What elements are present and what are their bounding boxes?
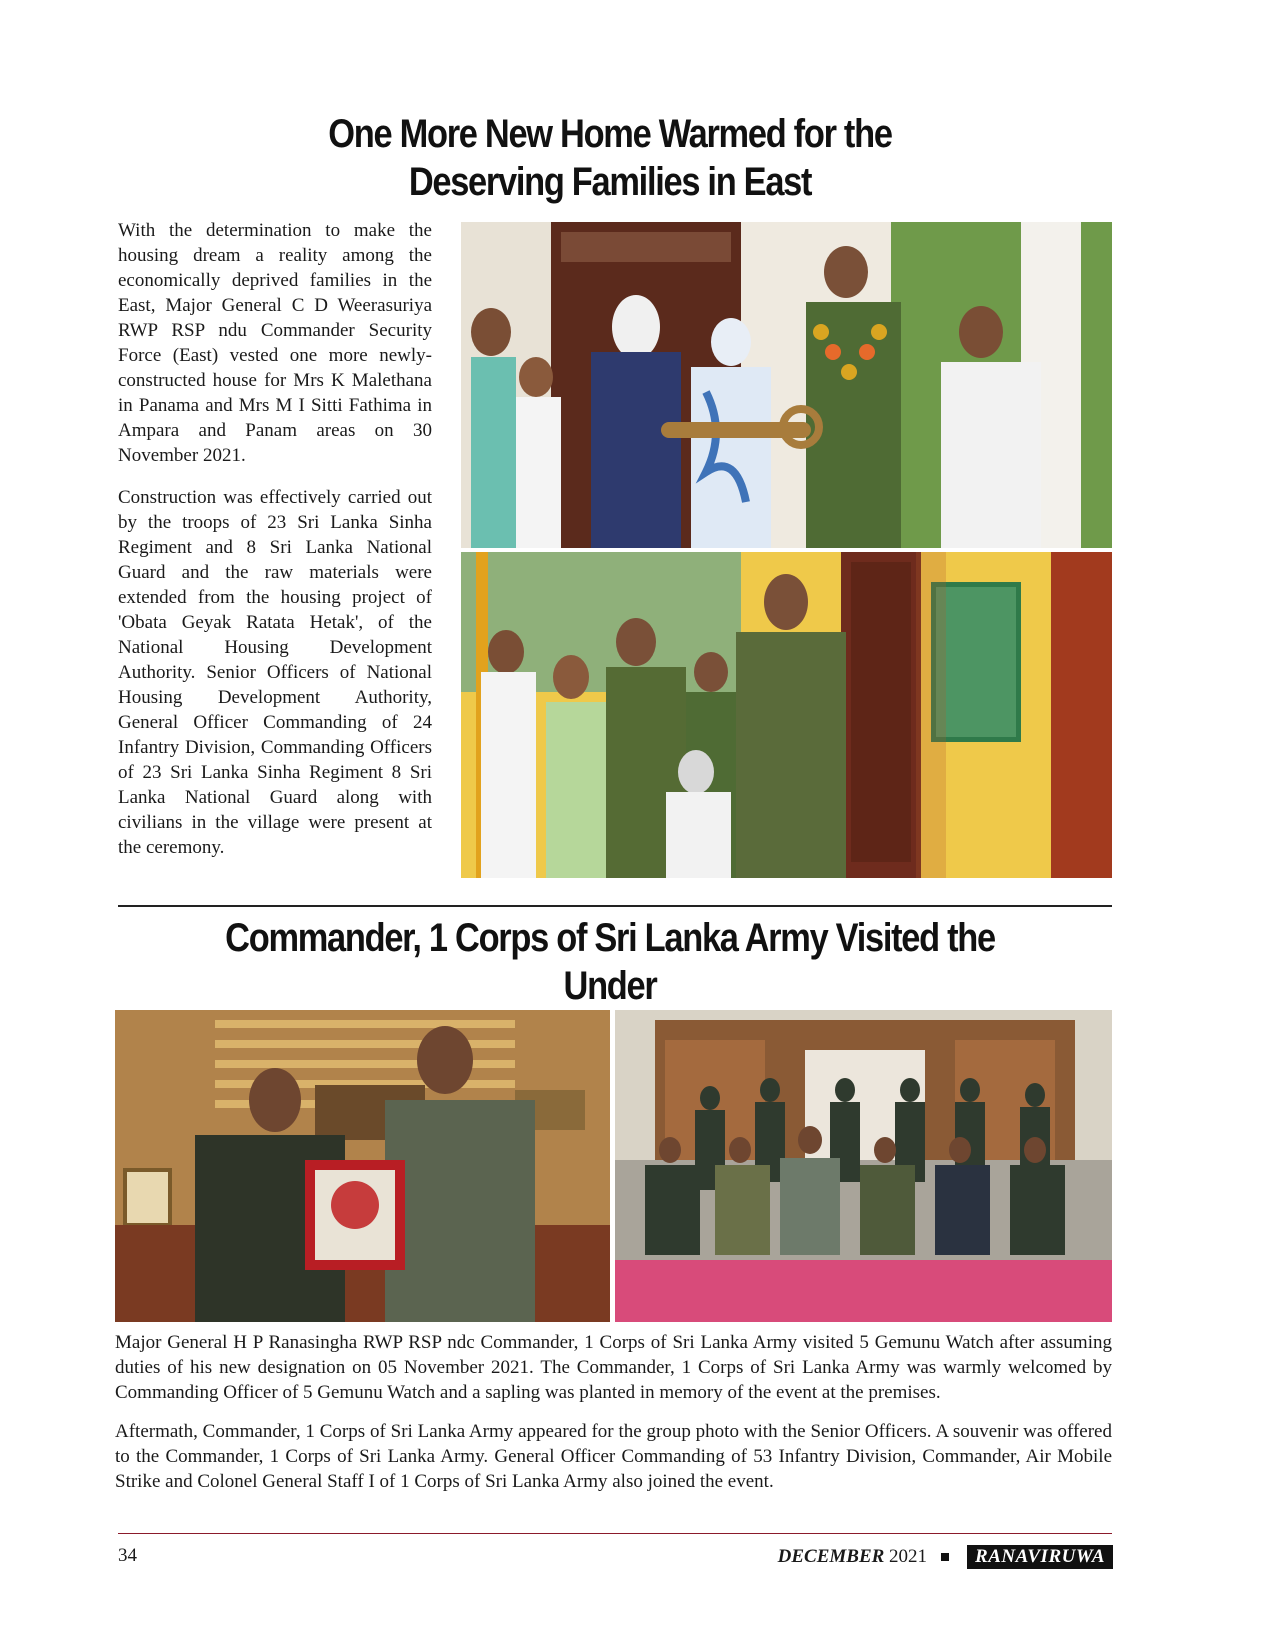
- article-2-body: [115, 1330, 1112, 1508]
- article-1-body: [118, 218, 432, 877]
- article-1-title-line-1: One More New Home Warmed for the: [328, 112, 892, 156]
- article-1-title-line-2: Deserving Families in East: [408, 160, 812, 204]
- footer-month: DECEMBER: [777, 1546, 885, 1567]
- magazine-name: RANAVIRUWA: [967, 1545, 1113, 1569]
- plaque-unveiling-photo: [461, 552, 1112, 878]
- section-divider: [118, 905, 1112, 907]
- group-photo: [615, 1010, 1112, 1322]
- article-2-title-line-1: Commander, 1 Corps of Sri Lanka Army Visited the Under: [225, 916, 995, 1008]
- article-1-paragraph-1: With the determination to make the housing dream a reality among the economically deprived families in the East, Major General C D Weerasuriya RWP RSP ndu Commander Security Force (East) vested one more newly-constructed house for Mrs K Malethana in Panama and Mrs M I Sitti Fathima in Ampara and Panam areas on 30 November 2021.: [118, 220, 432, 466]
- page-number: 34: [118, 1545, 137, 1566]
- article-2-paragraph-1: Major General H P Ranasingha RWP RSP ndc Commander, 1 Corps of Sri Lanka Army visited 5 Gemunu Watch after assuming duties of his new designation on 05 November 2021. The Commander, 1 Corps of Sri Lanka Army was warmly welcomed by Commanding Officer of 5 Gemunu Watch and a sapling was planted in memory of the event at the premises.: [115, 1332, 1112, 1403]
- souvenir-presentation-photo: [115, 1010, 610, 1322]
- footer-issue: [778, 1545, 1113, 1569]
- article-2-paragraph-2: Aftermath, Commander, 1 Corps of Sri Lanka Army appeared for the group photo with the Senior Officers. A souvenir was offered to the Commander, 1 Corps of Sri Lanka Army. General Officer Commanding of 53 Infantry Division, Commander, Air Mobile Strike and Colonel General Staff I of 1 Corps of Sri Lanka Army also joined the event.: [115, 1421, 1112, 1492]
- article-1-paragraph-2: Construction was effectively carried out by the troops of 23 Sri Lanka Sinha Regiment and 8 Sri Lanka National Guard and the raw materials were extended from the housing project of 'Obata Geyak Ratata Hetak', of the National Housing Development Authority. Senior Officers of National Housing Development Authority, General Officer Commanding of 24 Infantry Division, Commanding Officers of 23 Sri Lanka Sinha Regiment 8 Sri Lanka National Guard along with civilians in the village were present at the ceremony.: [118, 487, 432, 858]
- house-key-handover-photo: [461, 222, 1112, 548]
- article-1-title: [180, 110, 1040, 206]
- footer-year: 2021: [889, 1546, 928, 1567]
- footer-rule: [118, 1533, 1112, 1534]
- square-bullet-icon: [941, 1553, 949, 1561]
